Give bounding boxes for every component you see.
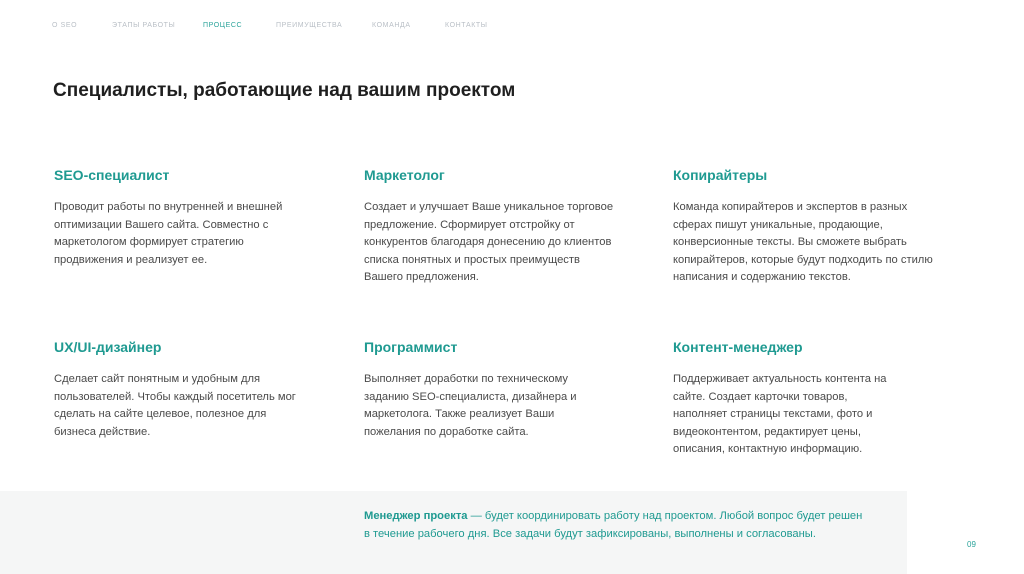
card-marketer <box>364 167 614 287</box>
card-title: UX/UI-дизайнер <box>54 339 162 355</box>
card-content-manager <box>673 339 903 459</box>
card-ux-ui-designer <box>54 339 304 441</box>
nav-item-advantages[interactable]: ПРЕИМУЩЕСТВА <box>276 22 343 29</box>
project-manager-note <box>364 507 864 543</box>
card-text: Поддерживает актуальность контента на сайте. Создает карточки товаров, наполняет страницы текстами, фото и видеоконтентом, редактирует цены, описания, контактную информацию. <box>673 373 887 456</box>
nav-item-process[interactable]: ПРОЦЕСС <box>203 22 243 29</box>
card-text: Проводит работы по внутренней и внешней оптимизации Вашего сайта. Совместно с маркетологом формирует стратегию продвижения и реализует ее. <box>54 201 283 266</box>
card-title: Программист <box>364 339 458 355</box>
card-text: Выполняет доработки по техническому заданию SEO-специалиста, дизайнера и маркетолога. Также реализует Ваши пожелания по доработке сайта. <box>364 373 577 438</box>
card-text: Создает и улучшает Ваше уникальное торговое предложение. Сформирует отстройку от конкурентов благодаря донесению до клиентов списка понятных и простых преимуществ Вашего предложения. <box>364 201 614 284</box>
card-title: Контент-менеджер <box>673 339 803 355</box>
nav-item-contacts[interactable]: КОНТАКТЫ <box>445 22 488 29</box>
card-title: Копирайтеры <box>673 167 768 183</box>
card-title: Маркетолог <box>364 167 445 183</box>
nav-item-work-stages[interactable]: ЭТАПЫ РАБОТЫ <box>112 22 176 29</box>
nav-item-team[interactable]: КОМАНДА <box>372 22 411 29</box>
card-text: Команда копирайтеров и экспертов в разных сферах пишут уникальные, продающие, конверсионные тексты. Вы сможете выбрать копирайтеров, которые будут подходить по стилю написания и содержанию текстов. <box>673 201 933 284</box>
card-copywriters <box>673 167 935 287</box>
nav-item-about-seo[interactable]: О SEO <box>52 22 78 29</box>
page-title: Специалисты, работающие над вашим проектом <box>53 80 516 101</box>
card-text: Сделает сайт понятным и удобным для пользователей. Чтобы каждый посетитель мог сделать на сайте целевое, полезное для бизнеса действие. <box>54 373 296 438</box>
card-seo-specialist <box>54 167 304 269</box>
card-programmer <box>364 339 594 441</box>
page-number: 09 <box>967 540 976 549</box>
project-manager-text: — будет координировать работу над проектом. Любой вопрос будет решен в течение рабочего дня. Все задачи будут зафиксированы, выполнены и согласованы. <box>364 510 863 540</box>
project-manager-label: Менеджер проекта <box>364 510 468 522</box>
card-title: SEO-специалист <box>54 167 170 183</box>
top-nav <box>52 22 488 29</box>
